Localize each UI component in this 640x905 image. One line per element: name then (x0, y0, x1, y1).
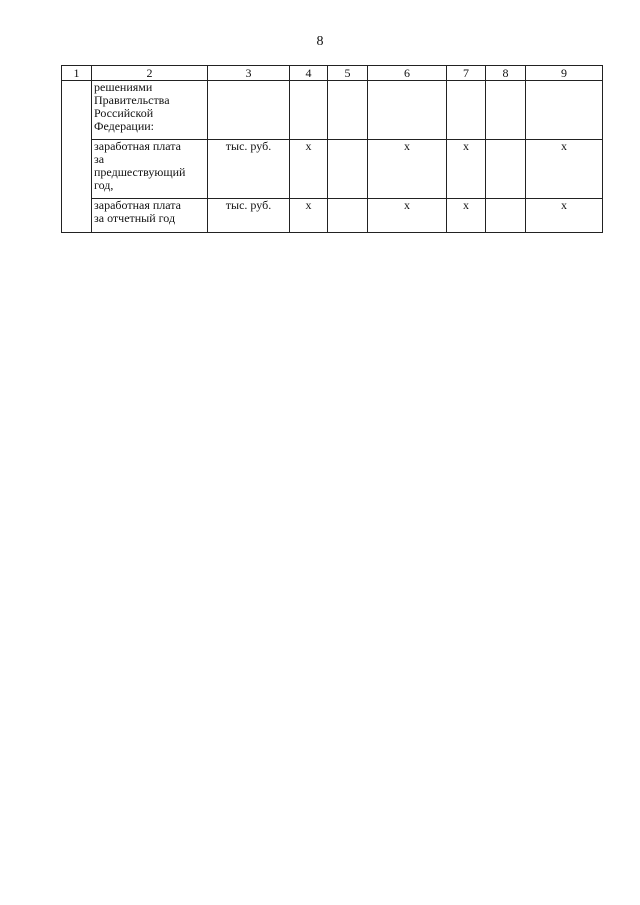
cell-col6 (368, 81, 447, 140)
table-row (62, 199, 603, 233)
column-header-8: 8 (486, 66, 526, 81)
row-label: заработная плата за предшествующий год, (92, 140, 208, 199)
cell-col8 (486, 140, 526, 199)
column-header-1: 1 (62, 66, 92, 81)
cell-col6: х (368, 140, 447, 199)
table-row (62, 81, 603, 140)
cell-col9 (526, 81, 603, 140)
column-header-6: 6 (368, 66, 447, 81)
cell-col9: х (526, 199, 603, 233)
data-table (61, 65, 603, 233)
table-header-row (62, 66, 603, 81)
cell-col7 (447, 81, 486, 140)
table-row (62, 140, 603, 199)
cell-col7: х (447, 199, 486, 233)
cell-col8 (486, 199, 526, 233)
cell-col9: х (526, 140, 603, 199)
cell-col8 (486, 81, 526, 140)
cell-col6: х (368, 199, 447, 233)
cell-col4 (290, 81, 328, 140)
column-header-2: 2 (92, 66, 208, 81)
column-header-9: 9 (526, 66, 603, 81)
cell-col5 (328, 140, 368, 199)
cell-col5 (328, 81, 368, 140)
cell-col5 (328, 199, 368, 233)
row-label: заработная плата за отчетный год (92, 199, 208, 233)
cell-col4: х (290, 140, 328, 199)
column-header-5: 5 (328, 66, 368, 81)
unit-cell: тыс. руб. (208, 140, 290, 199)
column-header-7: 7 (447, 66, 486, 81)
unit-cell (208, 81, 290, 140)
column-header-4: 4 (290, 66, 328, 81)
page-number: 8 (316, 34, 324, 49)
row-label: решениями Правительства Российской Федерации: (92, 81, 208, 140)
unit-cell: тыс. руб. (208, 199, 290, 233)
cell-col7: х (447, 140, 486, 199)
cell-col4: х (290, 199, 328, 233)
column-header-3: 3 (208, 66, 290, 81)
row-number-cell (62, 81, 92, 233)
